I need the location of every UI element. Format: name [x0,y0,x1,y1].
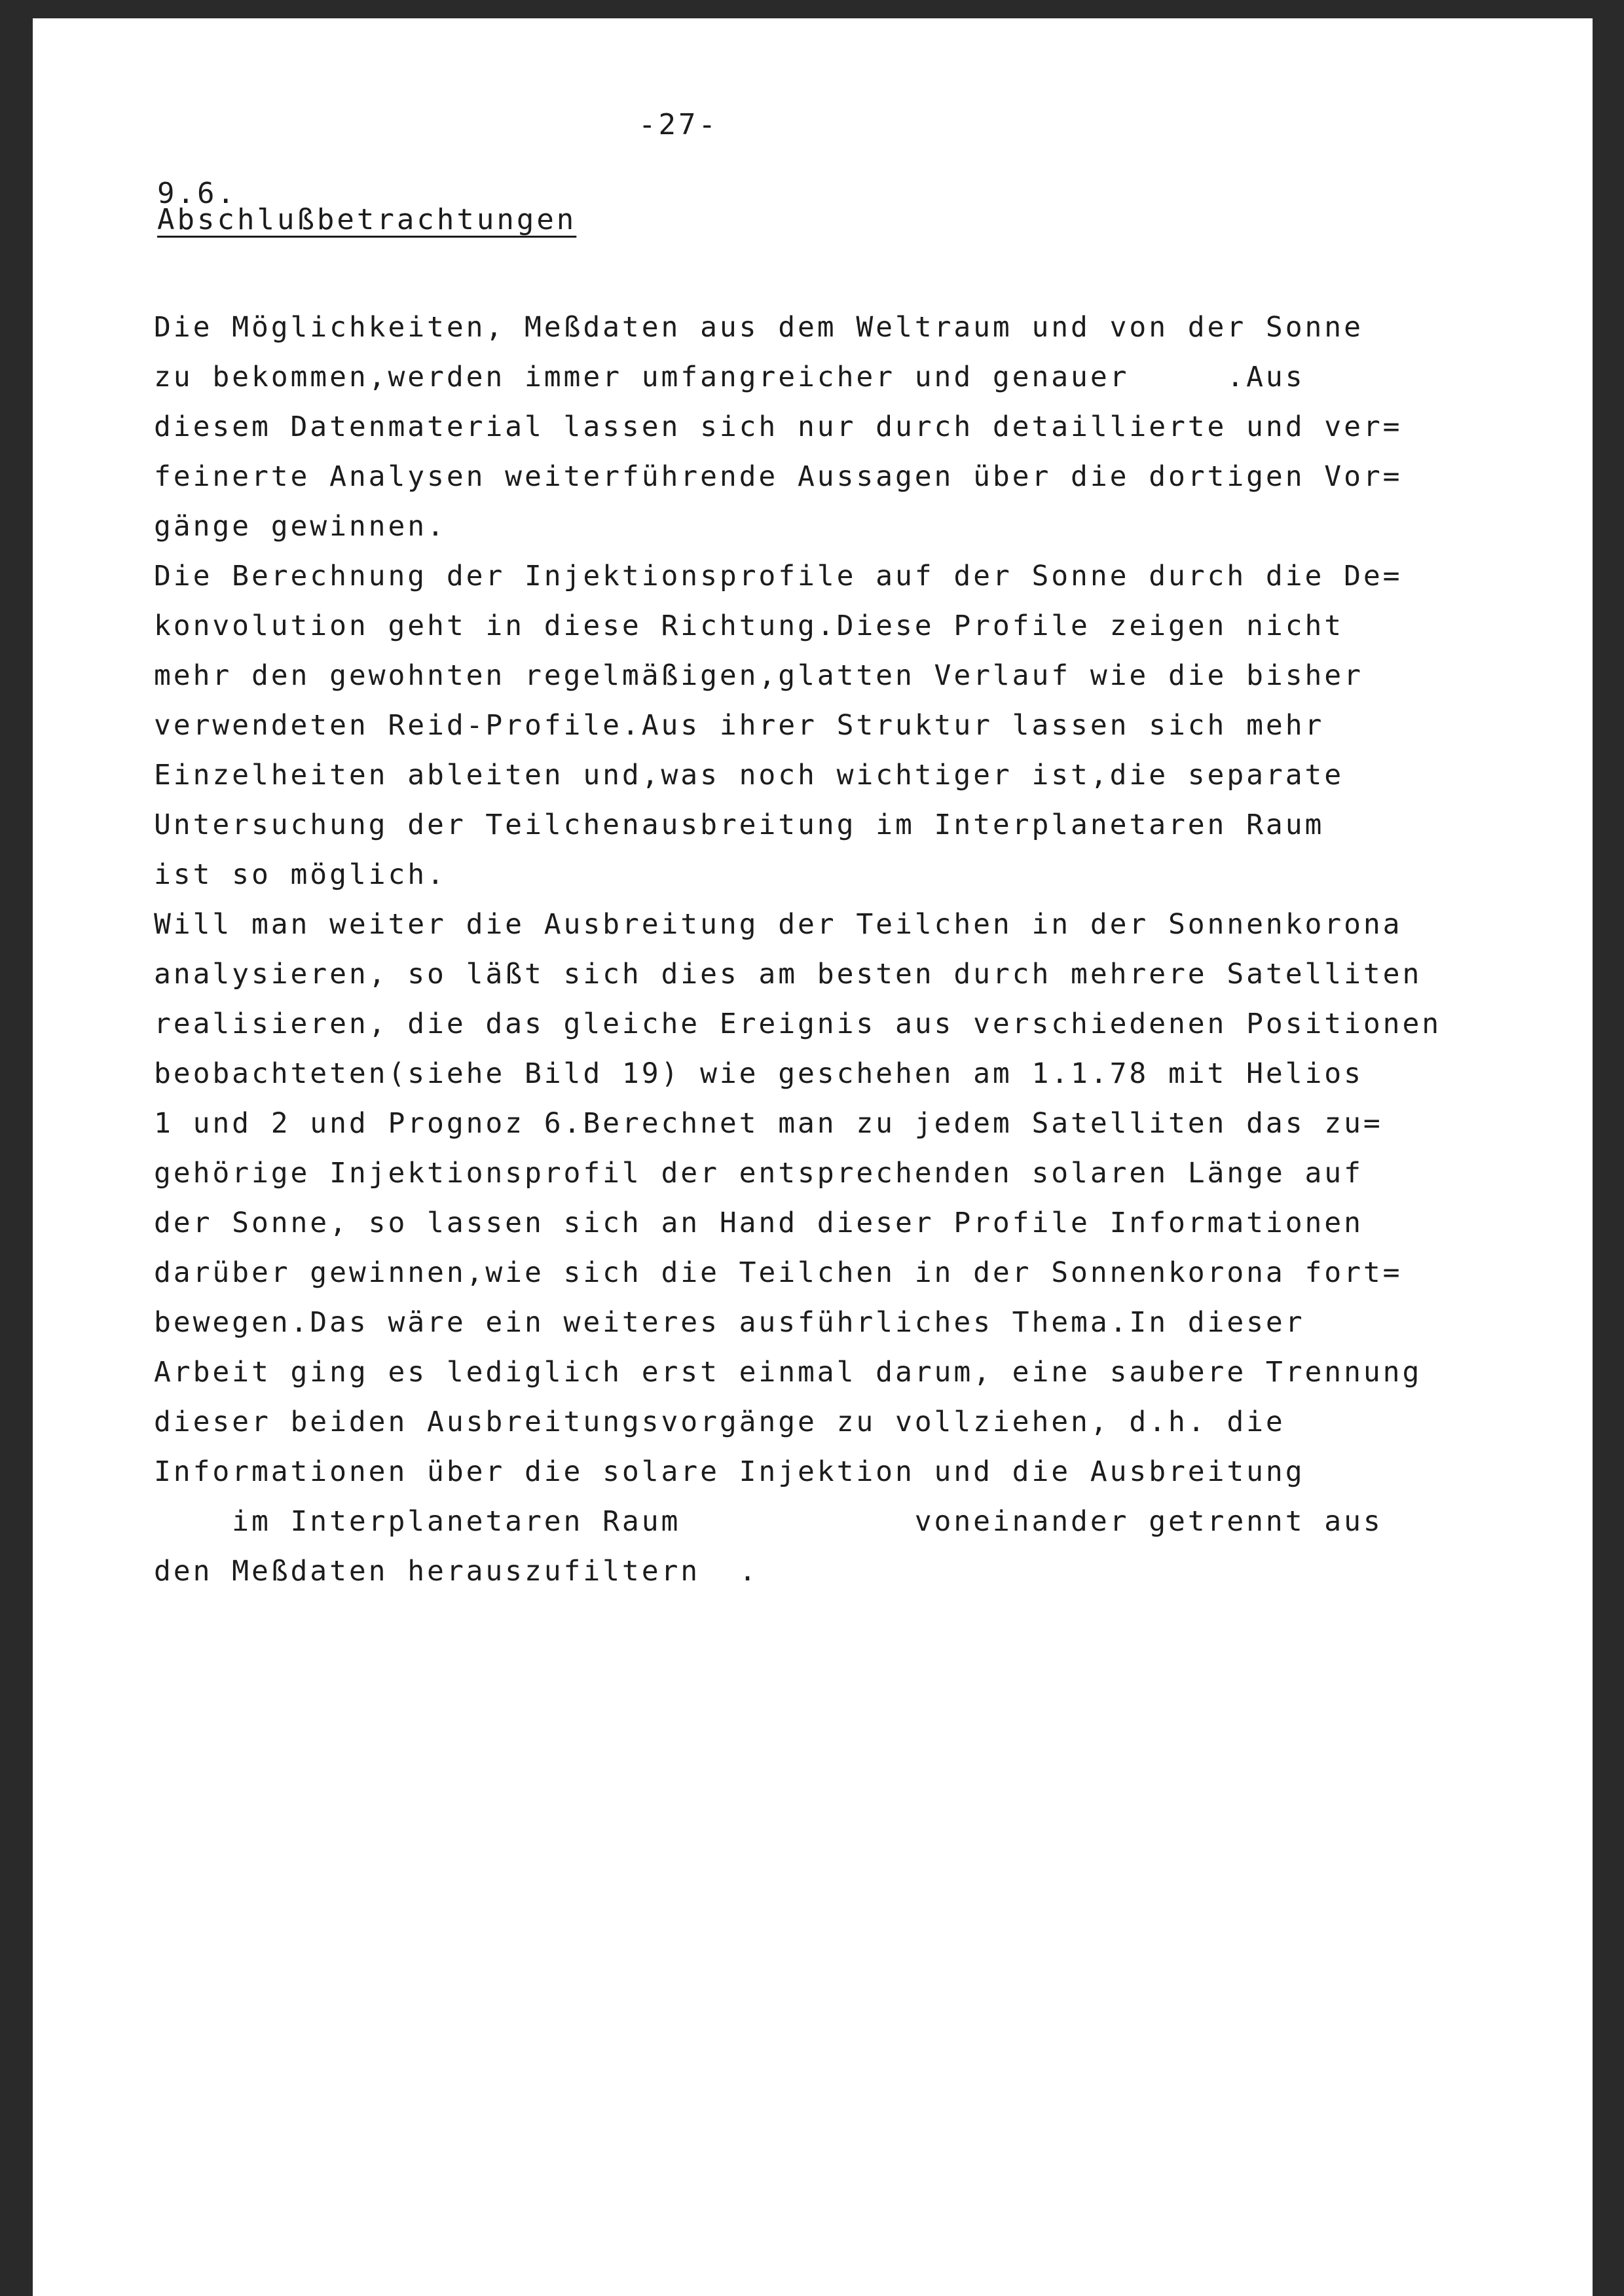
text-line: Informationen über die solare Injektion und die Ausbreitung [154,1455,1305,1488]
text-line: diesem Datenmaterial lassen sich nur durch detaillierte und ver= [154,410,1403,443]
text-line: im Interplanetaren Raum voneinander getrennt aus [154,1505,1383,1538]
text-line: Arbeit ging es lediglich erst einmal darum, eine saubere Trennung [154,1356,1422,1389]
text-line: realisieren, die das gleiche Ereignis aus verschiedenen Positionen [154,1008,1442,1040]
text-line: bewegen.Das wäre ein weiteres ausführliches Thema.In dieser [154,1306,1305,1339]
text-line: darüber gewinnen,wie sich die Teilchen in der Sonnenkorona fort= [154,1256,1403,1289]
text-line: Untersuchung der Teilchenausbreitung im Interplanetaren Raum [154,809,1325,841]
text-line: gehörige Injektionsprofil der entsprechenden solaren Länge auf [154,1157,1363,1190]
text-line: den Meßdaten herauszufiltern . [154,1555,759,1588]
text-line: Die Möglichkeiten, Meßdaten aus dem Weltraum und von der Sonne [154,311,1363,344]
text-line: der Sonne, so lassen sich an Hand dieser Profile Informationen [154,1207,1363,1239]
text-line: 1 und 2 und Prognoz 6.Berechnet man zu jedem Satelliten das zu= [154,1107,1383,1140]
scan-border-left [0,0,33,2296]
text-line: analysieren, so läßt sich dies am besten durch mehrere Satelliten [154,958,1422,991]
text-line: Einzelheiten ableiten und,was noch wichtiger ist,die separate [154,759,1344,792]
text-line: Will man weiter die Ausbreitung der Teilchen in der Sonnenkorona [154,908,1403,941]
text-line: Die Berechnung der Injektionsprofile auf der Sonne durch die De= [154,560,1403,592]
text-line: dieser beiden Ausbreitungsvorgänge zu vollziehen, d.h. die [154,1406,1285,1438]
scan-border-top [0,0,1624,18]
text-line: feinerte Analysen weiterführende Aussagen über die dortigen Vor= [154,460,1403,493]
section-number: 9.6. [157,177,237,210]
section-title: Abschlußbetrachtungen [157,203,577,236]
text-line: konvolution geht in diese Richtung.Diese Profile zeigen nicht [154,610,1344,642]
text-line: mehr den gewohnten regelmäßigen,glatten Verlauf wie die bisher [154,659,1363,692]
text-line: verwendeten Reid-Profile.Aus ihrer Struktur lassen sich mehr [154,709,1325,742]
text-line: ist so möglich. [154,858,447,891]
page-number: -27- [638,108,718,141]
text-line: zu bekommen,werden immer umfangreicher und genauer .Aus [154,361,1305,393]
body-text [154,302,1441,1596]
scan-border-right [1593,0,1624,2296]
text-line: beobachteten(siehe Bild 19) wie geschehen am 1.1.78 mit Helios [154,1057,1363,1090]
text-line: gänge gewinnen. [154,510,447,543]
